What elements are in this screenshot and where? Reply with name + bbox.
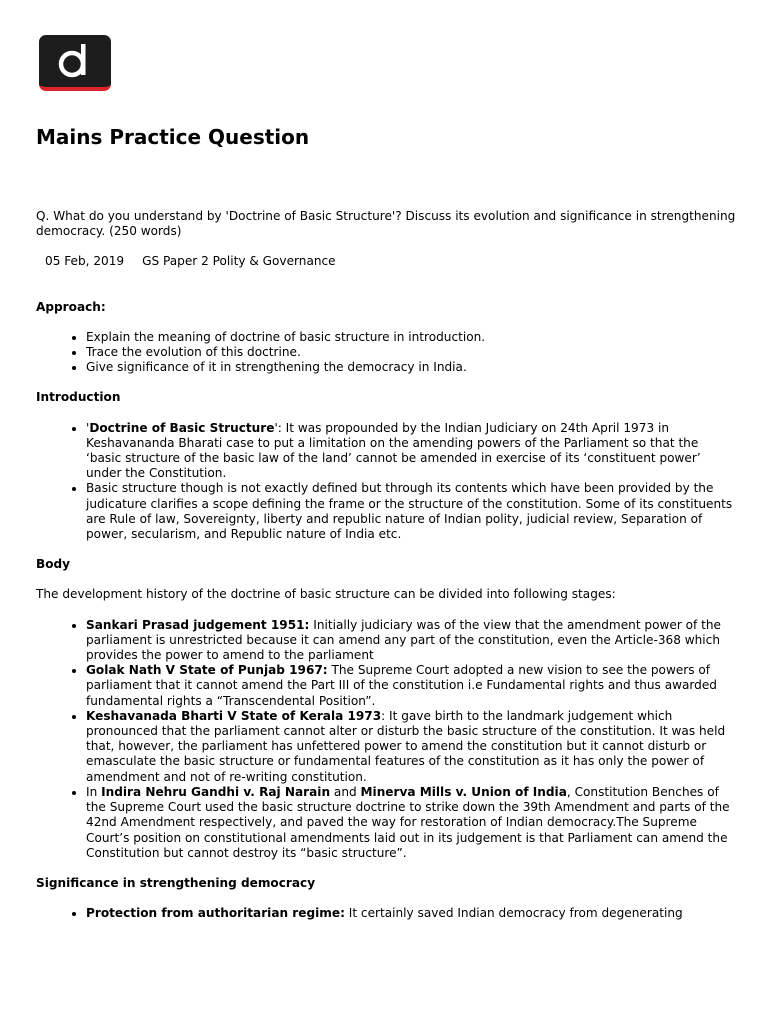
list-item-bold: Indira Nehru Gandhi v. Raj Narain — [101, 784, 331, 799]
paper-tag[interactable]: GS Paper 2 Polity & Governance — [142, 254, 336, 269]
list-item: • Trace the evolution of this doctrine. — [86, 345, 736, 360]
list-item — [86, 785, 736, 861]
introduction-list — [36, 421, 736, 543]
list-item-text: : It gave birth to the landmark judgement which pronounced that the parliament cannot alter or disturb the basic structure of the constitution. It was held that, however, the parliament has unfettered power to amend the constitution but it cannot disturb or emasculate the basic structure or fundamental features of the constitution as it has only the power of amendment and not of re-writing constitution. — [86, 708, 726, 784]
list-item-text: It certainly saved Indian democracy from degenerating — [344, 906, 683, 921]
approach-list — [36, 330, 736, 376]
list-item-bold: Keshavanada Bharti V State of Kerala 1973 — [86, 708, 382, 723]
list-item-bold: Golak Nath V State of Punjab 1967: — [86, 663, 328, 678]
list-item — [86, 906, 736, 921]
significance-list — [36, 906, 736, 921]
significance-heading: Significance in strengthening democracy — [36, 875, 316, 890]
logo-d-icon — [39, 35, 111, 87]
list-item: • Give significance of it in strengthening the democracy in India. — [86, 360, 736, 375]
list-item: • Explain the meaning of doctrine of basic structure in introduction. — [86, 330, 736, 345]
list-item — [86, 421, 736, 482]
list-item — [86, 663, 736, 709]
list-item-bold: Protection from authoritarian regime: — [86, 906, 345, 921]
list-item — [86, 618, 736, 664]
approach-heading: Approach: — [36, 299, 106, 314]
introduction-heading: Introduction — [36, 390, 121, 405]
list-item-text: Initially judiciary was of the view that the amendment power of the parliament is unrestricted because it can amend any part of the constitution, even the Article-368 which provides the power to amend to the parliament — [86, 617, 721, 663]
list-item-bold: Minerva Mills v. Union of India — [360, 784, 567, 799]
question-date: 05 Feb, 2019 — [45, 254, 125, 269]
page-title: Mains Practice Question — [36, 125, 310, 149]
list-item — [86, 709, 736, 785]
question-meta — [45, 254, 736, 269]
article-content — [36, 209, 736, 921]
list-item-text: and — [330, 784, 361, 799]
list-item-text: The Supreme Court adopted a new vision to see the powers of parliament that it cannot amend the Part III of the constitution i.e Fundamental rights and thus awarded fundamental rights a “Transcendental Position”. — [86, 663, 717, 708]
list-item-text: , Constitution Benches of the Supreme Court used the basic structure doctrine to strike down the 39th Amendment and parts of the 42nd Amendment respectively, and paved the way for restoration of Indian democracy.The Supreme Court’s position on constitutional amendments laid out in its judgement is that Parliament can amend the Constitution but cannot destroy its “basic structure”. — [86, 784, 730, 860]
question-text: Q. What do you understand by 'Doctrine of Basic Structure'? Discuss its evolution and significance in strengthening democracy. (250 words) — [36, 209, 736, 239]
list-item-text: In — [86, 784, 102, 799]
list-item: • Basic structure though is not exactly defined but through its contents which have been provided by the judicature clarifies a scope defining the frame or the structure of the constitution. Some of its constituents are Rule of law, Sovereignty, liberty and republic nature of Indian polity, judicial review, Separation of power, secularism, and Republic nature of India etc. — [86, 481, 736, 542]
list-item-text: ': It was propounded by the Indian Judiciary on 24th April 1973 in Keshavananda Bharati case to put a limitation on the amending powers of the Parliament so that the ‘basic structure of the basic law of the land’ cannot be amended in exercise of its ‘constituent power’ under the Constitution. — [86, 420, 701, 481]
body-heading: Body — [36, 557, 71, 572]
list-item-bold: Doctrine of Basic Structure — [89, 420, 275, 435]
list-item-text: ' — [86, 420, 90, 435]
body-intro: The development history of the doctrine of basic structure can be divided into following stages: — [36, 587, 616, 602]
list-item-bold: Sankari Prasad judgement 1951: — [86, 617, 310, 632]
body-list — [36, 618, 736, 861]
site-logo[interactable] — [39, 35, 111, 91]
